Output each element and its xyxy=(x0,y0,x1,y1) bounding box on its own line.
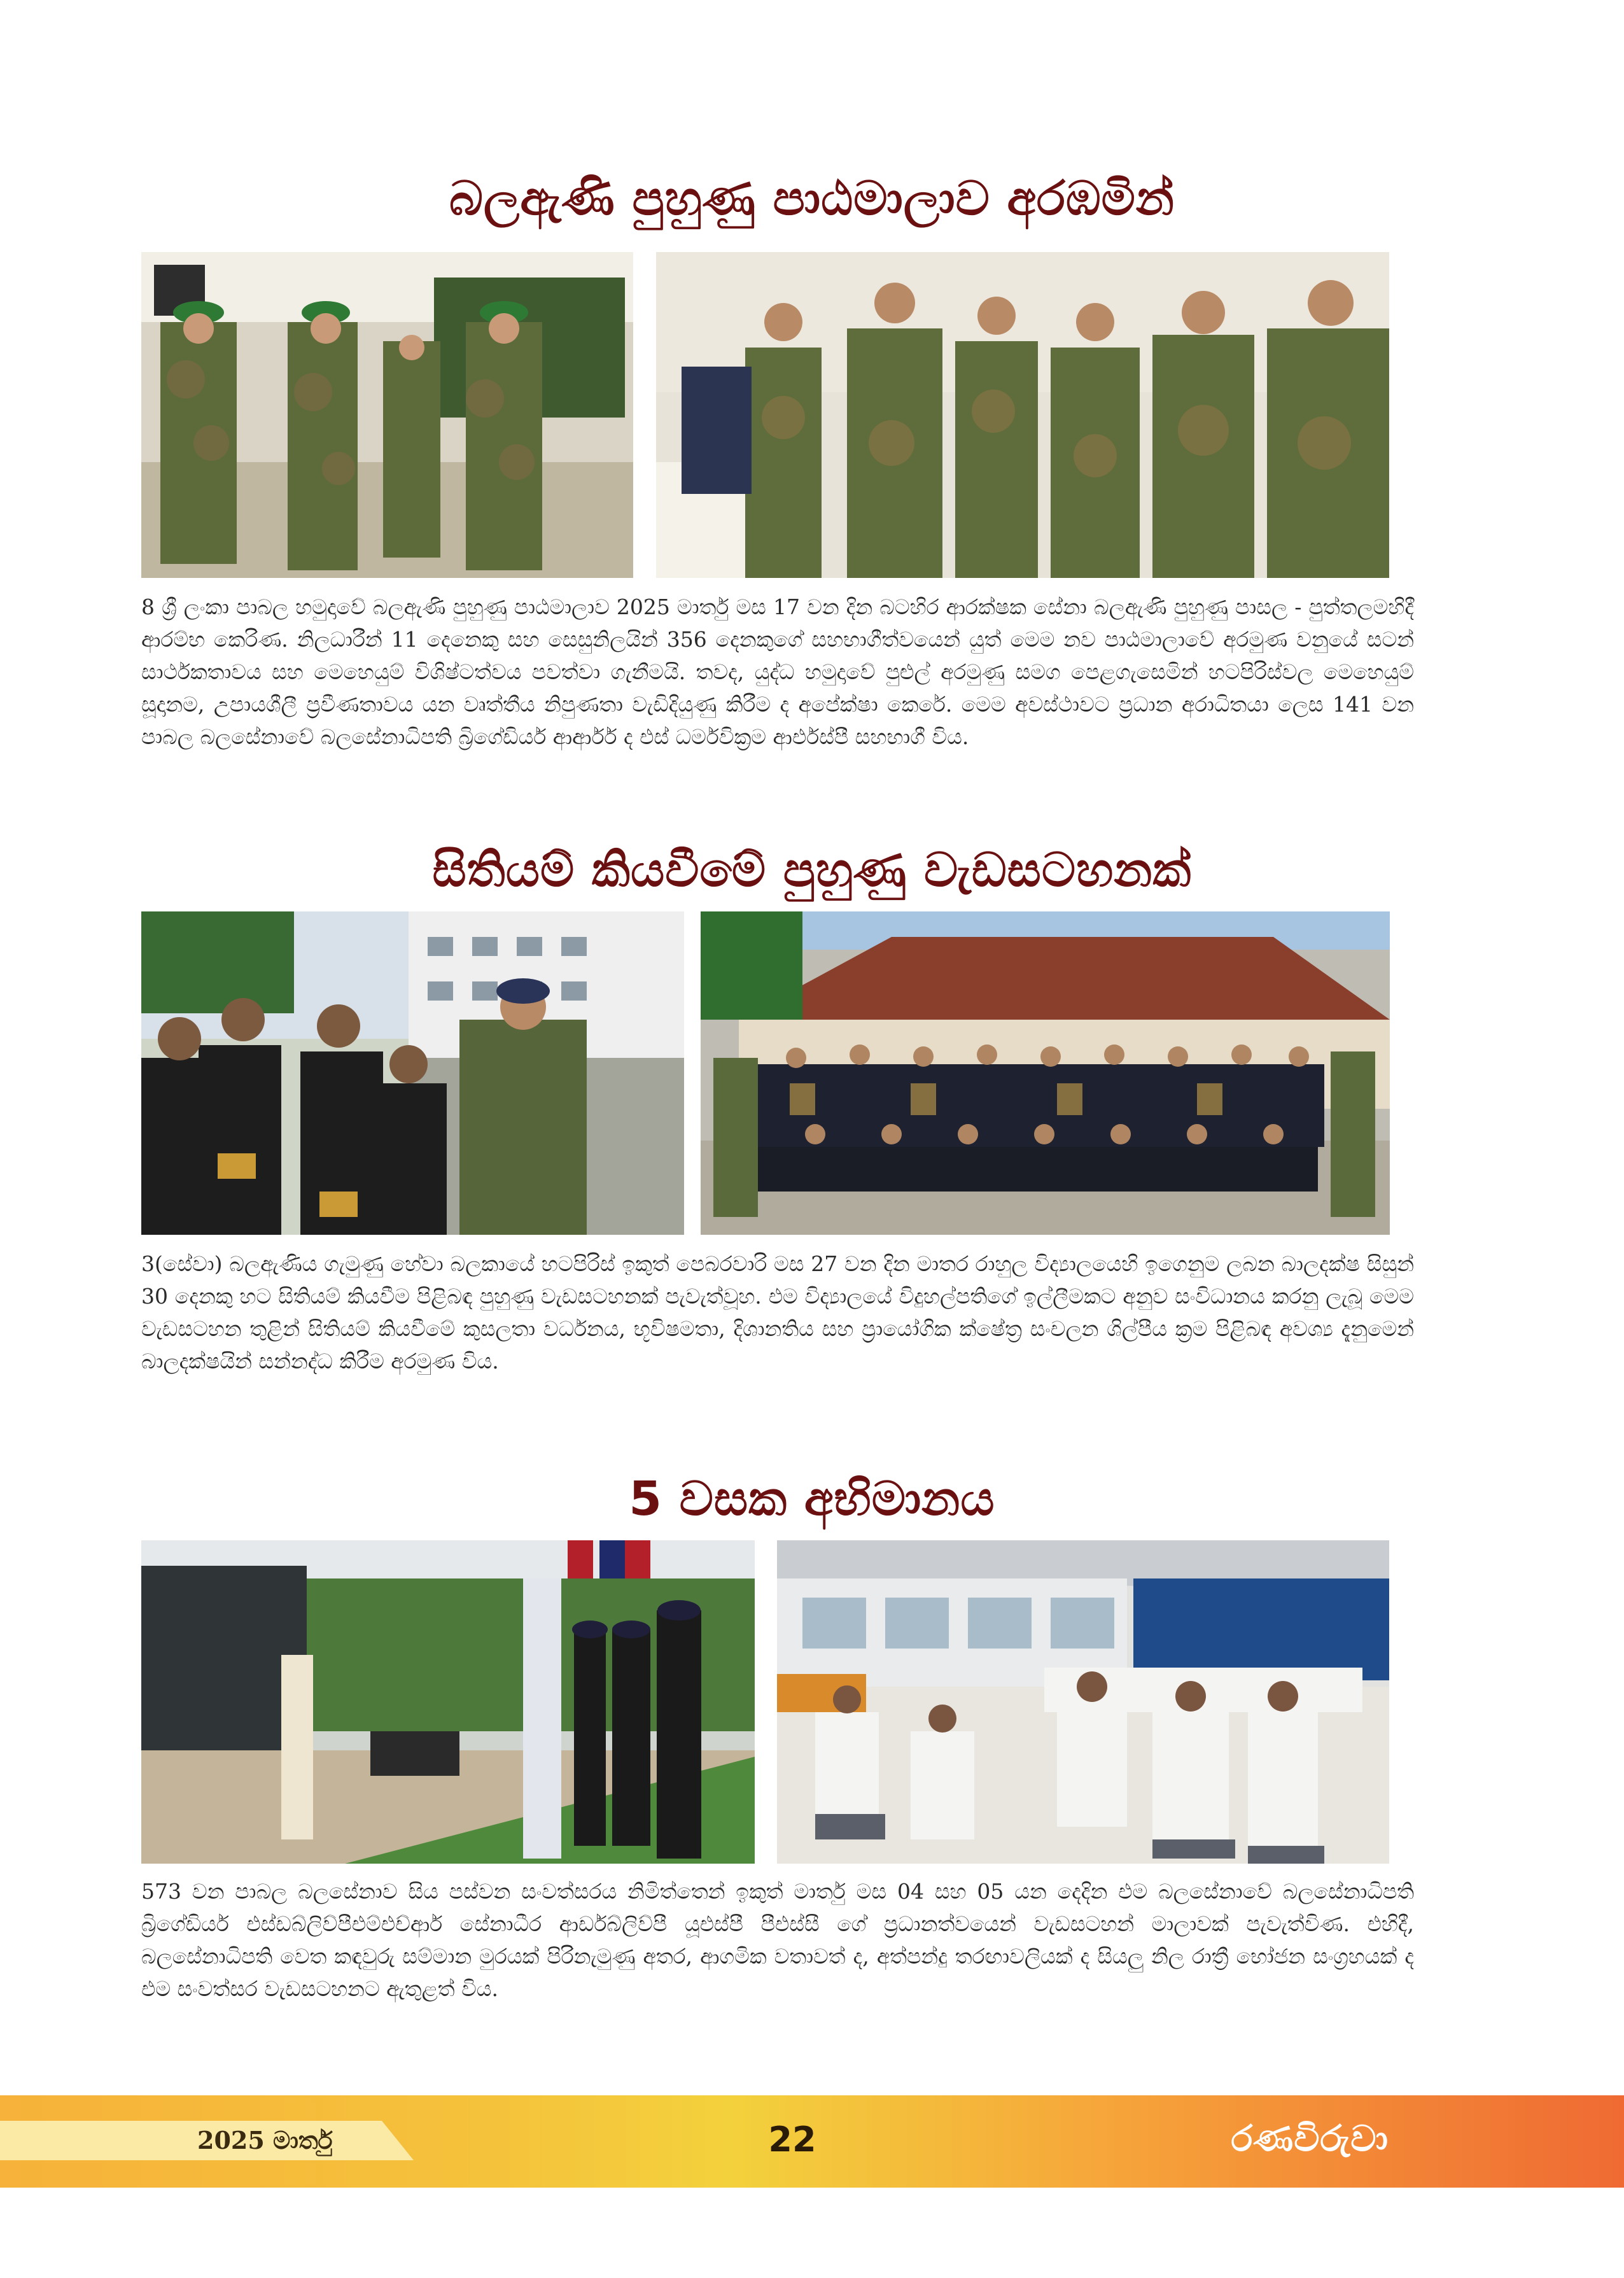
page-footer xyxy=(0,2095,1624,2188)
article-1-body: 8 ශ්‍රී ලංකා පාබල හමුදාවේ බලඇණි පුහුණු පාඨමාලාව 2025 මාර්තු මස 17 වන දින බටහිර ආරක්ෂක සේනා බලඇණි පුහුණු පාසල - පුත්තලමහිදී ආරම්භ කෙරිණ. නිලධාරීන් 11 දෙනෙකු සහ සෙසුනිලයින් 356 දෙනකුගේ සහභාගීත්වයෙන් යුත් මෙම නව පාඨමාලාවේ අරමුණ වනුයේ සටන් සාර්ථකතාවය සහ මෙහෙයුම් විශිෂ්ටත්වය පවත්වා ගැනීමයි. තවද, යුද්ධ හමුදාවේ පුළුල් අරමුණු සමග පෙළගැසෙමින් හටපිරිස්වල මෙහෙයුම් සූදානම, උපායශීලී ප්‍රවීණතාවය යන වෘත්තීය නිපුණතා වැඩිදියුණු කිරීම ද අපේක්ෂා කෙරේ. මෙම අවස්ථාවට ප්‍රධාන අරාධිතයා ලෙස 141 වන පාබල බලසේනාවේ බලසේනාධිපති බ්‍රිගේඩියර් ආර්ආර් ද එස් ධර්මවික්‍රම ආර්එස්පී සහභාගී විය. xyxy=(141,594,1414,749)
article-3-photo-guard-of-honour xyxy=(141,1540,755,1864)
article-1-photo-officer-addressing-soldiers xyxy=(656,252,1389,578)
article-2-photo-map-reading-instruction xyxy=(141,911,684,1235)
article-1-photo-officers-walking xyxy=(141,252,633,578)
article-1-title: බලඇණි පුහුණු පාඨමාලාව අරඹමින් xyxy=(449,171,1175,226)
publication-logo: රණවිරුවා xyxy=(1231,2118,1389,2160)
article-3-title: 5 වසක අභිමානය xyxy=(629,1472,995,1526)
article-3-body: 573 වන පාබල බලසේනාව සිය පස්වන සංවත්සරය නිමිත්තෙන් ඉකුත් මාර්තු මස 04 සහ 05 යන දෙදින එම බලසේනාවේ බලසේනාධිපති බ්‍රිගේඩියර් එස්ඩබ්ලිව්පීඑම්එච්ආර් සේනාධීර ආර්ඩබ්ලිව්පී යූඑස්පී පීඑස්සී ගේ ප්‍රධානත්වයෙන් වැඩසටහන් මාලාවක් පැවැත්විණ. එහිදී, බලසේනාධිපති වෙත කඳවුරු සම්මාන මුරයක් පිරිනැමුණු අතර, ආගමික වතාවත් ද, අත්පන්දු තරඟාවලියක් ද සියලු නිල රාත්‍රී භෝජන සංග්‍රහයක් ද එම සංවත්සර වැඩසටහනට ඇතුළත් විය. xyxy=(141,1879,1414,2001)
article-2-body: 3(සේවා) බලඇණිය ගැමුණු හේවා බලකායේ හටපිරිස් ඉකුත් පෙබරවාරි මස 27 වන දින මාතර රාහුල විද්‍යාලයෙහි ඉගෙනුම ලබන බාලදක්ෂ සිසුන් 30 දෙනකු හට සිතියම් කියවීම පිළිබඳ පුහුණු වැඩසටහනක් පැවැත්වූහ. එම විද්‍යාලයේ විදුහල්පතිගේ ඉල්ලීමකට අනුව සංවිධානය කරනු ලැබූ මෙම වැඩසටහන තුළින් සිතියම් කියවීමේ කුසලතා වර්ධනය, භූවිෂමතා, දිශානතිය සහ ප්‍රායෝගික ක්ෂේත්‍ර සංචලන ශිල්පීය ක්‍රම පිළිබඳ අවශ්‍ය දැනුමෙන් බාලදක්ෂයින් සන්නද්ධ කිරීම අරමුණ විය. xyxy=(141,1251,1414,1374)
article-3-photo-religious-ceremony xyxy=(777,1540,1389,1864)
article-2-photo-cadets-group xyxy=(701,911,1390,1235)
footer-issue-date: 2025 මාර්තු xyxy=(197,2126,333,2155)
page-number: 22 xyxy=(768,2120,816,2160)
article-2-title: සිතියම් කියවීමේ පුහුණු වැඩසටහනක් xyxy=(432,843,1192,897)
